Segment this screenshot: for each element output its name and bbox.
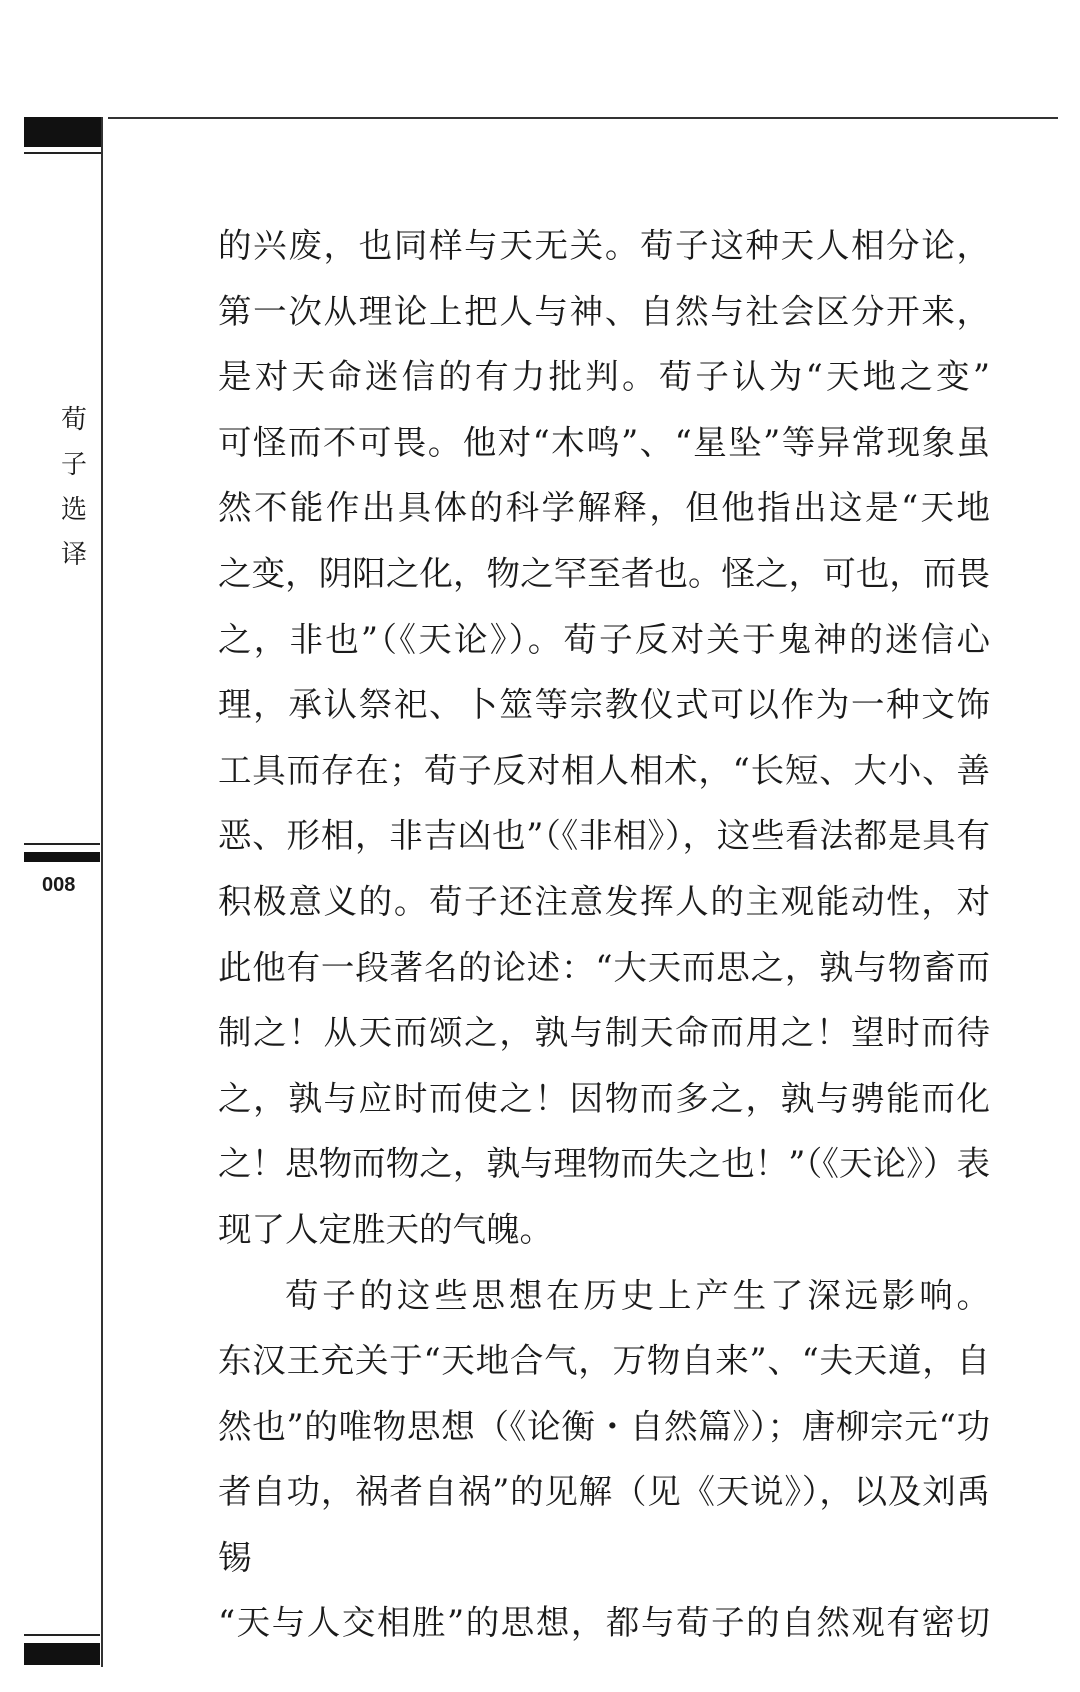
text-line: 恶、形相，非吉凶也”（《非相》），这些看法都是具有 <box>218 816 990 856</box>
text-line: 第一次从理论上把人与神、自然与社会区分开来， <box>218 291 990 331</box>
page-number-block <box>24 852 100 862</box>
text-line: 工具而存在；荀子反对相人相术，“长短、大小、善 <box>218 750 990 790</box>
text-line: 可怪而不可畏。他对“木鸣”、“星坠”等异常现象虽 <box>218 422 990 462</box>
text-line: 之变，阴阳之化，物之罕至者也。怪之，可也，而畏 <box>218 553 990 593</box>
paragraph-1 <box>218 213 990 1263</box>
footer-thin-rule <box>24 1634 100 1636</box>
text-line: 理，承认祭祀、卜筮等宗教仪式可以作为一种文饰 <box>218 685 990 725</box>
text-line: 之！思物而物之，孰与理物而失之也！”（《天论》）表 <box>218 1144 990 1184</box>
header-block <box>24 117 102 147</box>
text-line: 现了人定胜天的气魄。 <box>218 1209 553 1249</box>
header-rule <box>108 117 1058 119</box>
text-line: 制之！从天而颂之，孰与制天命而用之！望时而待 <box>218 1013 990 1053</box>
text-line: 积极意义的。荀子还注意发挥人的主观能动性，对 <box>218 881 990 921</box>
footer-block <box>24 1643 100 1665</box>
text-line: 东汉王充关于“天地合气，万物自来”、“夫天道，自 <box>218 1341 990 1381</box>
running-title: 荀 子 选 译 <box>60 405 87 570</box>
paragraph-2 <box>218 1263 990 1657</box>
text-line: 之，孰与应时而使之！因物而多之，孰与骋能而化 <box>218 1078 990 1118</box>
page-number-thin-rule <box>24 843 100 845</box>
text-line: 然不能作出具体的科学解释，但他指出这是“天地 <box>218 488 990 528</box>
text-line: 之，非也”（《天论》）。荀子反对关于鬼神的迷信心 <box>218 619 990 659</box>
text-line: 荀子的这些思想在历史上产生了深远影响。 <box>285 1275 990 1315</box>
text-line: 的兴废，也同样与天无关。荀子这种天人相分论， <box>218 226 990 265</box>
text-line: 此他有一段著名的论述：“大天而思之，孰与物畜而 <box>218 947 990 987</box>
header-thin-rule <box>24 152 102 154</box>
page-number: 008 <box>42 874 76 896</box>
text-line: 然也”的唯物思想（《论衡・自然篇》）；唐柳宗元“功 <box>218 1406 990 1446</box>
body-text <box>218 213 990 1656</box>
text-line: “天与人交相胜”的思想，都与荀子的自然观有密切 <box>218 1603 990 1643</box>
margin-vertical-rule <box>101 117 103 1667</box>
text-line: 者自功，祸者自祸”的见解（见《天说》），以及刘禹锡 <box>218 1472 990 1577</box>
text-line: 是对天命迷信的有力批判。荀子认为“天地之变” <box>218 357 990 397</box>
